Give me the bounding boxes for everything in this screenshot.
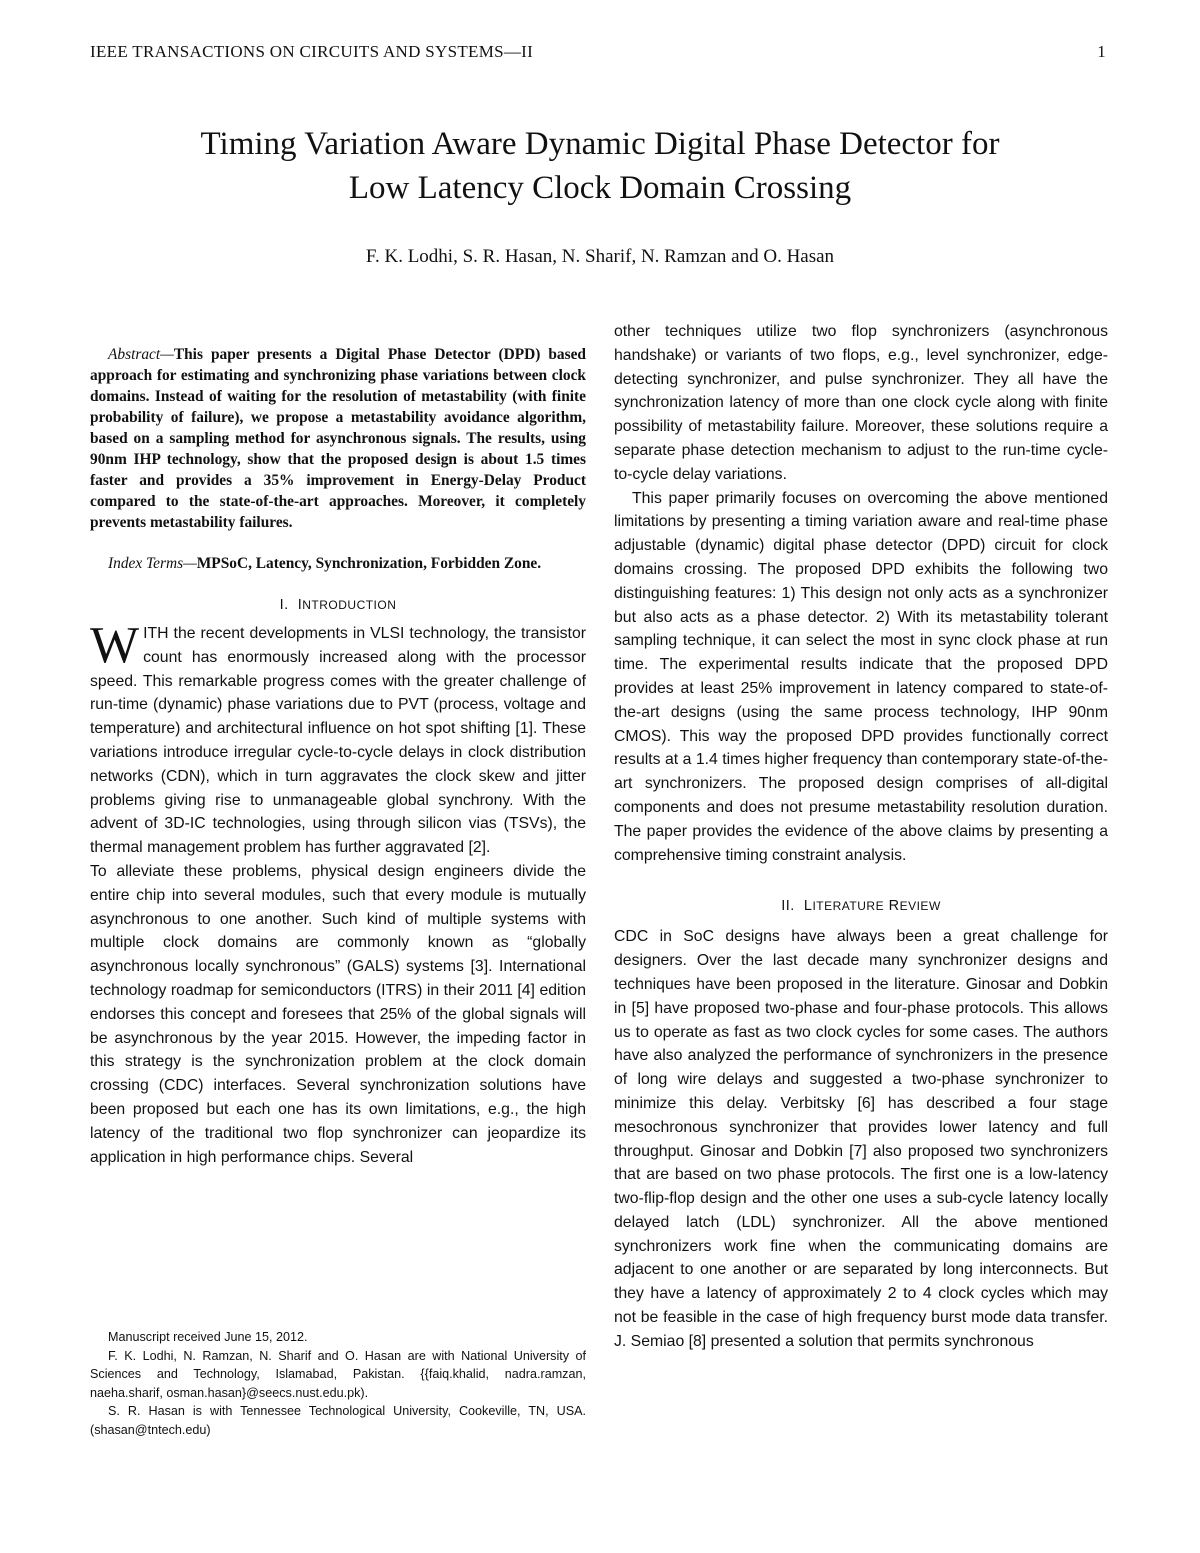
intro-paragraph-3: other techniques utilize two flop synchronizers (asynchronous handshake) or variants of two flops, e.g., level synchronizer, edge-detecting synchronizer, and pulse synchronizer. They all have the synchronization latency of more than one clock cycle along with finite possibility of metastability failure. Moreover, these solutions require a separate phase detection mechanism to adjust to the run-time cycle-to-cycle delay variations. — [614, 323, 1108, 483]
index-terms — [90, 553, 586, 574]
intro-paragraph-4: This paper primarily focuses on overcoming the above mentioned limitations by presenting a timing variation aware and real-time phase adjustable (dynamic) digital phase detector (DPD) circuit for clock domains crossing. The proposed DPD exhibits the following two distinguishing features: 1) This design not only acts as a synchronizer but also acts as a phase detector. 2) With its metastability tolerant sampling technique, it can select the most in sync clock phase at run time. The experimental results indicate that the proposed DPD provides at least 25% improvement in latency compared to state-of-the-art designs (using the same process technology, IHP 90nm CMOS). This way the proposed DPD provides functionally correct results at a 1.4 times higher frequency than contemporary state-of-the-art synchronizers. The proposed design comprises of all-digital components and does not presume metastability resolution duration. The paper provides the evidence of the above claims by presenting a comprehensive timing constraint analysis. — [614, 489, 1108, 864]
footnote-affiliation-2: S. R. Hasan is with Tennessee Technological University, Cookeville, TN, USA. (shasan@tntech.edu) — [90, 1404, 586, 1437]
section-heading-introduction: I. INTRODUCTION — [279, 597, 397, 613]
intro-paragraph-2: To alleviate these problems, physical design engineers divide the entire chip into several modules, such that every module is mutually asynchronous to one another. Such kind of multiple systems with multiple clock domains are commonly known as “globally asynchronous locally synchronous” (GALS) systems [3]. International technology roadmap for semiconductors (ITRS) in their 2011 [4] edition endorses this concept and foresees that 25% of the global signals will be asynchronous by the year 2015. However, the impeding factor in this strategy is the synchronization problem at the clock domain crossing (CDC) interfaces. Several synchronization solutions have been proposed but each one has its own limitations, e.g., the high latency of the traditional two flop synchronizer can jeopardize its application in high performance chips. Several — [90, 862, 586, 1166]
intro-paragraph-1: WITH the recent developments in VLSI technology, the transistor count has enormously increased along with the processor speed. This remarkable progress comes with the greater challenge of run-time (dynamic) phase variations due to PVT (process, voltage and temperature) and architectural influence on hot spot shifting [1]. These variations introduce irregular cycle-to-cycle delays in clock distribution networks (CDN), which in turn aggravates the clock skew and jitter problems giving rise to unmanageable global synchrony. With the advent of 3D-IC technologies, using through silicon vias (TSVs), the thermal management problem has further aggravated [2]. — [90, 617, 586, 857]
left-column — [90, 344, 586, 1169]
paper-title — [90, 122, 1110, 210]
author-list: F. K. Lodhi, S. R. Hasan, N. Sharif, N. Ramzan and O. Hasan — [365, 246, 835, 267]
abstract-text: This paper presents a Digital Phase Detector (DPD) based approach for estimating and synchronizing phase variations between clock domains. Instead of waiting for the resolution of metastability (with finite probability of failure), we propose a metastability avoidance algorithm, based on a sampling method for asynchronous signals. The results, using 90nm IHP technology, show that the proposed design is about 1.5 times faster and provides a 35% improvement in Energy-Delay Product compared to the state-of-the-art approaches. Moreover, it completely prevents metastability failures. — [90, 346, 586, 531]
footnote-affiliation-1: F. K. Lodhi, N. Ramzan, N. Sharif and O. Hasan are with National University of Sciences and Technology, Islamabad, Pakistan. {{faiq.khalid, nadra.ramzan, naeha.sharif, osman.hasan}@seecs.nust.edu.pk). — [90, 1348, 586, 1400]
index-terms-lead: Index Terms— — [108, 555, 197, 572]
abstract-lead: Abstract— — [108, 346, 174, 363]
title-line-2: Low Latency Clock Domain Crossing — [348, 170, 852, 206]
footnote-received: Manuscript received June 15, 2012. — [108, 1330, 308, 1344]
page-number: 1 — [1097, 42, 1106, 61]
drop-cap: W — [90, 617, 140, 674]
title-line-1: Timing Variation Aware Dynamic Digital Phase Detector for — [200, 126, 1000, 162]
running-header — [90, 42, 1106, 62]
journal-name: IEEE TRANSACTIONS ON CIRCUITS AND SYSTEMS—II — [90, 42, 534, 61]
right-column — [614, 320, 1108, 1354]
index-terms-text: MPSoC, Latency, Synchronization, Forbidden Zone. — [196, 555, 542, 572]
abstract — [90, 344, 586, 533]
section-heading-literature-review: II. LITERATURE REVIEW — [781, 898, 941, 915]
footnotes — [90, 1328, 586, 1440]
literature-paragraph-1: CDC in SoC designs have always been a great challenge for designers. Over the last decade many synchronizer designs and techniques have been proposed in the literature. Ginosar and Dobkin in [5] have proposed two-phase and four-phase protocols. This allows us to operate as fast as two clock cycles for some cases. The authors have also analyzed the performance of synchronizers in the presence of long wire delays and suggested a two-phase synchronizer to minimize this delay. Verbitsky [6] has described a four stage mesochronous synchronizer that provides lower latency and full throughput. Ginosar and Dobkin [7] also proposed two synchronizers that are based on two phase protocols. The first one is a low-latency two-flip-flop design and the other one uses a sub-cycle latency locally delayed latch (LDL) synchronizer. All the above mentioned synchronizers work fine when the communicating domains are adjacent to one another or are separated by long interconnects. But they have a latency of approximately 2 to 4 clock cycles which may not be feasible in the case of high frequency burst mode data transfer. J. Semiao [8] presented a solution that permits synchronous — [614, 928, 1108, 1350]
